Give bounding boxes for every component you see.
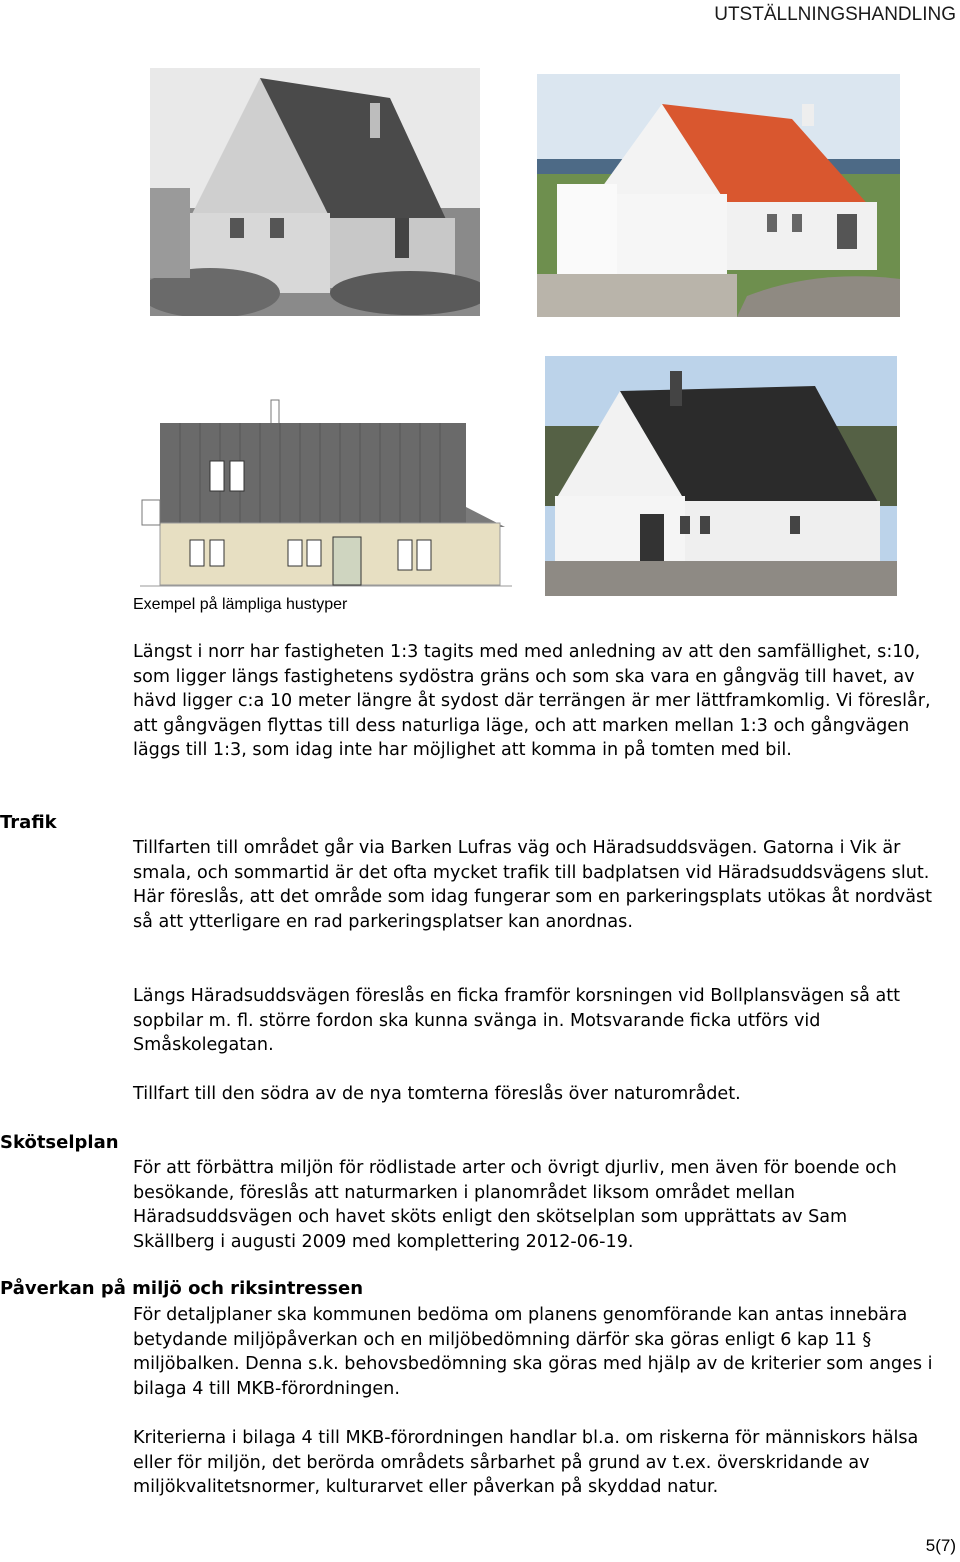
trafik-paragraph-3: Tillfart till den södra av de nya tomterna föreslås över naturområdet. <box>133 1084 741 1104</box>
skotselplan-paragraph: För att förbättra miljön för rödlistade arter och övrigt djurliv, men även för boende och besökande, föreslås att naturmarken i planområdet liksom området mellan Häradsuddsvägen och havet sköts enligt den skötselplan som upprättats av Sam Skällberg i augusti 2009 med komplettering 2012-06-19. <box>133 1158 897 1252</box>
trafik-paragraph-2: Längs Häradsuddsvägen föreslås en ficka framför korsningen vid Bollplansvägen så att sopbilar m. fl. större fordon ska kunna svänga in. Motsvarande ficka utförs vid Småskolegatan. <box>133 986 901 1056</box>
elevation-drawing <box>140 395 512 590</box>
paverkan-paragraph-1: För detaljplaner ska kommunen bedöma om planens genomförande kan antas innebära betydande miljöpåverkan och en miljöbedömning därför ska göras enligt 6 kap 11 § miljöbalken. Denna s.k. behovsbedömning ska göras med hjälp av de kriterier som anges i bilaga 4 till MKB-förordningen. <box>133 1305 933 1399</box>
section-heading-paverkan: Påverkan på miljö och riksintressen <box>0 1278 364 1299</box>
photo-house-black-metal-roof <box>545 356 897 596</box>
photo-house-red-tile-roof <box>537 74 900 317</box>
trafik-paragraph-1: Tillfarten till området går via Barken Lufras väg och Häradsuddsvägen. Gatorna i Vik är smala, och sommartid är det ofta mycket trafik till badplatsen vid Häradsuddsvägens slut. Här föreslås, att det område som idag fungerar som en parkeringsplats utökas åt nordväst så att ytterligare en rad parkeringsplatser kan anordnas. <box>133 838 933 932</box>
section-heading-skotselplan: Skötselplan <box>0 1132 119 1153</box>
photo-house-grey-roof <box>150 68 480 316</box>
document-header: UTSTÄLLNINGSHANDLING <box>714 4 956 25</box>
paverkan-paragraph-2: Kriterierna i bilaga 4 till MKB-förordningen handlar bl.a. om riskerna för människors hälsa eller för miljön, det berörda områdets sårbarhet på grund av t.ex. överskridande av miljökvalitetsnormer, kulturarvet eller påverkan på skyddad natur. <box>133 1428 919 1498</box>
figure-caption: Exempel på lämpliga hustyper <box>133 596 348 613</box>
section-heading-trafik: Trafik <box>0 812 57 833</box>
intro-paragraph: Längst i norr har fastigheten 1:3 tagits med med anledning av att den samfällighet, s:10, som ligger längs fastighetens sydöstra gräns och som ska vara en gångväg till havet, av hävd ligger c:a 10 meter längre åt sydost där terrängen är mer lättframkomlig. Vi föreslår, att gångvägen flyttas till dess naturliga läge, och att marken mellan 1:3 och gångvägen läggs till 1:3, som idag inte har möjlighet att komma in på tomten med bil. <box>133 642 931 761</box>
page-number: 5(7) <box>925 1536 956 1555</box>
